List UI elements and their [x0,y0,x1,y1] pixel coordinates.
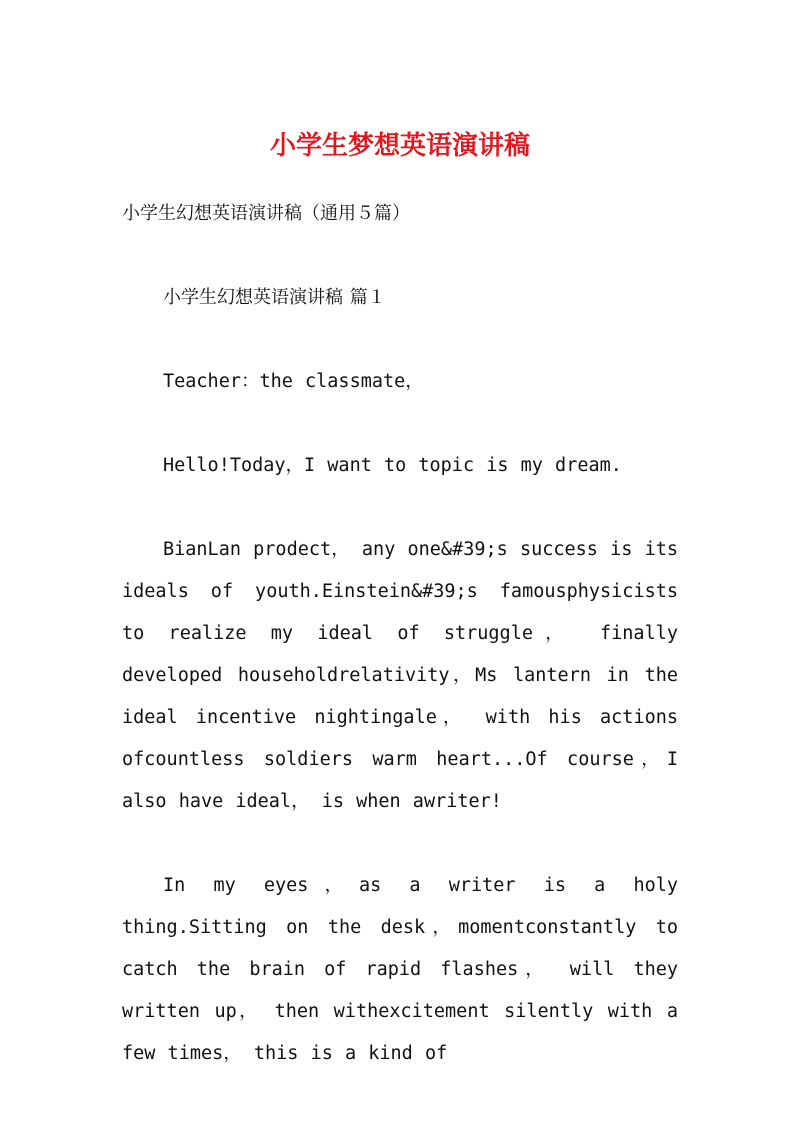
document-title: 小学生梦想英语演讲稿 [269,131,530,161]
section-heading: 小学生幻想英语演讲稿 篇１ [163,287,386,308]
body-paragraph-1: BianLan prodect， any one&#39;s success is its ideals of youth.Einstein&#39;s famousphysicists to realize my ideal of struggle， finally developed householdrelativity，Ms lantern in the ideal incentive nightingale， with his actions ofcountless soldiers warm heart...Of course，I also have ideal， is when awriter! [122,539,678,812]
body-paragraph-2: In my eyes，as a writer is a holy thing.Sitting on the desk，momentconstantly to catch the brain of rapid flashes， will they written up， then withexcitement silently with a few times， this is a kind of [122,875,678,1064]
greeting-line: Teacher：the classmate， [163,371,424,392]
hello-line: Hello!Today，I want to topic is my dream. [163,455,622,476]
document-subtitle: 小学生幻想英语演讲稿（通用５篇） [122,203,410,224]
